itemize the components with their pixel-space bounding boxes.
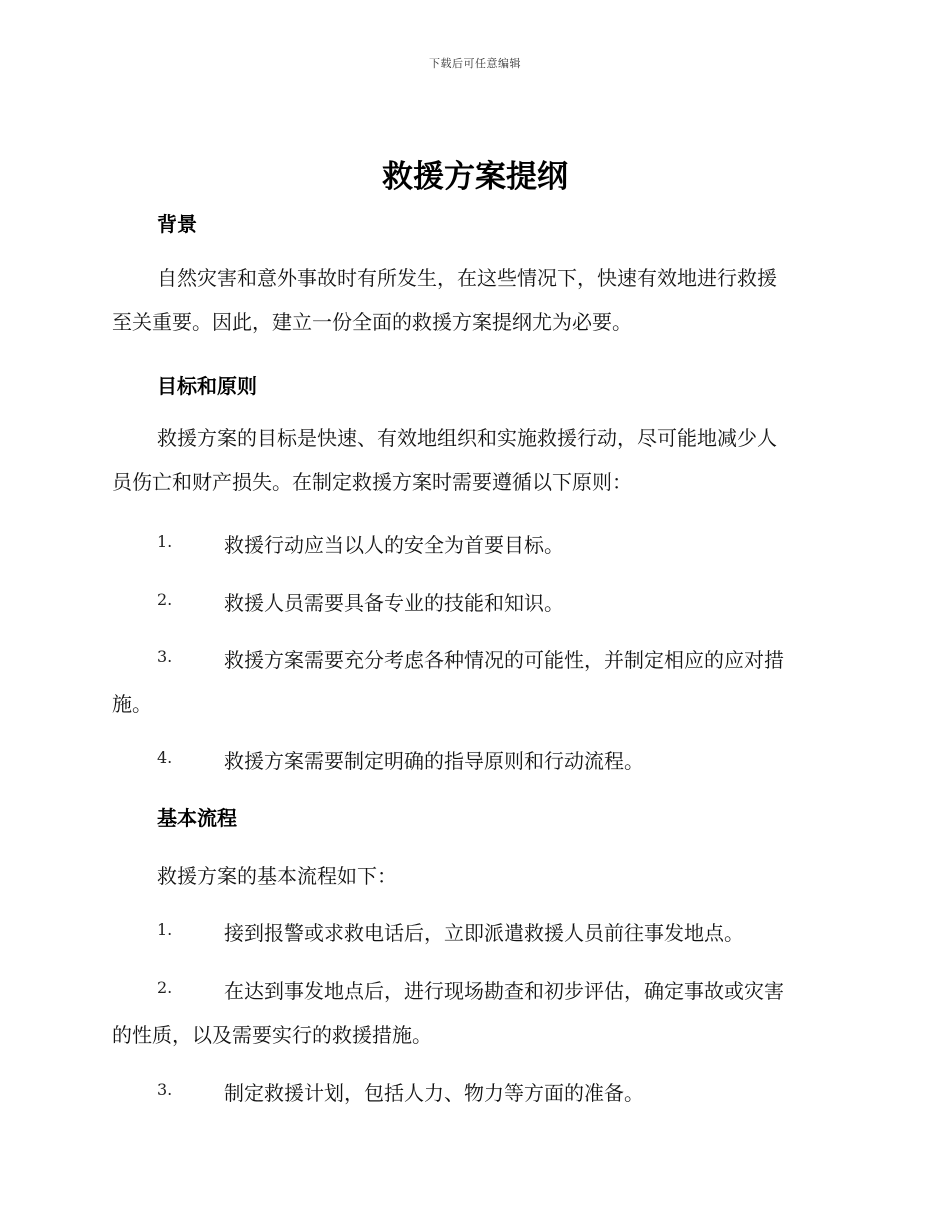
- list-item-number: 3.: [157, 1080, 173, 1099]
- header-note: 下载后可任意编辑: [429, 57, 521, 70]
- paragraph-line: 救援方案的目标是快速、有效地组织和实施救援行动，尽可能地减少人: [157, 426, 777, 450]
- list-item-number: 4.: [157, 748, 173, 767]
- list-item-number: 2.: [157, 590, 173, 609]
- paragraph-line: 自然灾害和意外事故时有所发生，在这些情况下，快速有效地进行救援: [157, 266, 777, 290]
- list-item-text: 制定救援计划，包括人力、物力等方面的准备。: [224, 1081, 644, 1105]
- list-item-text: 救援行动应当以人的安全为首要目标。: [224, 533, 564, 557]
- list-item-number: 1.: [157, 920, 173, 939]
- list-item-continuation: 施。: [112, 692, 152, 716]
- paragraph-line: 至关重要。因此，建立一份全面的救援方案提纲尤为必要。: [112, 310, 632, 334]
- list-item-number: 2.: [157, 978, 173, 997]
- section-heading-process: 基本流程: [157, 806, 237, 830]
- list-item-number: 1.: [157, 532, 173, 551]
- document-title: 救援方案提纲: [382, 159, 568, 195]
- list-item-text: 在达到事发地点后，进行现场勘查和初步评估，确定事故或灾害: [224, 979, 784, 1003]
- paragraph-goals: [112, 416, 840, 504]
- section-heading-goals: 目标和原则: [157, 374, 257, 398]
- list-item-text: 救援人员需要具备专业的技能和知识。: [224, 591, 564, 615]
- list-item-text: 接到报警或求救电话后，立即派遣救援人员前往事发地点。: [224, 921, 744, 945]
- paragraph-line: 员伤亡和财产损失。在制定救援方案时需要遵循以下原则：: [112, 470, 632, 494]
- process-intro: 救援方案的基本流程如下：: [157, 864, 397, 888]
- list-item-text: 救援方案需要充分考虑各种情况的可能性，并制定相应的应对措: [224, 648, 784, 672]
- list-item-continuation: 的性质，以及需要实行的救援措施。: [112, 1023, 432, 1047]
- section-heading-background: 背景: [157, 212, 197, 236]
- paragraph-background: [112, 256, 840, 344]
- list-item-number: 3.: [157, 647, 173, 666]
- list-item-text: 救援方案需要制定明确的指导原则和行动流程。: [224, 749, 644, 773]
